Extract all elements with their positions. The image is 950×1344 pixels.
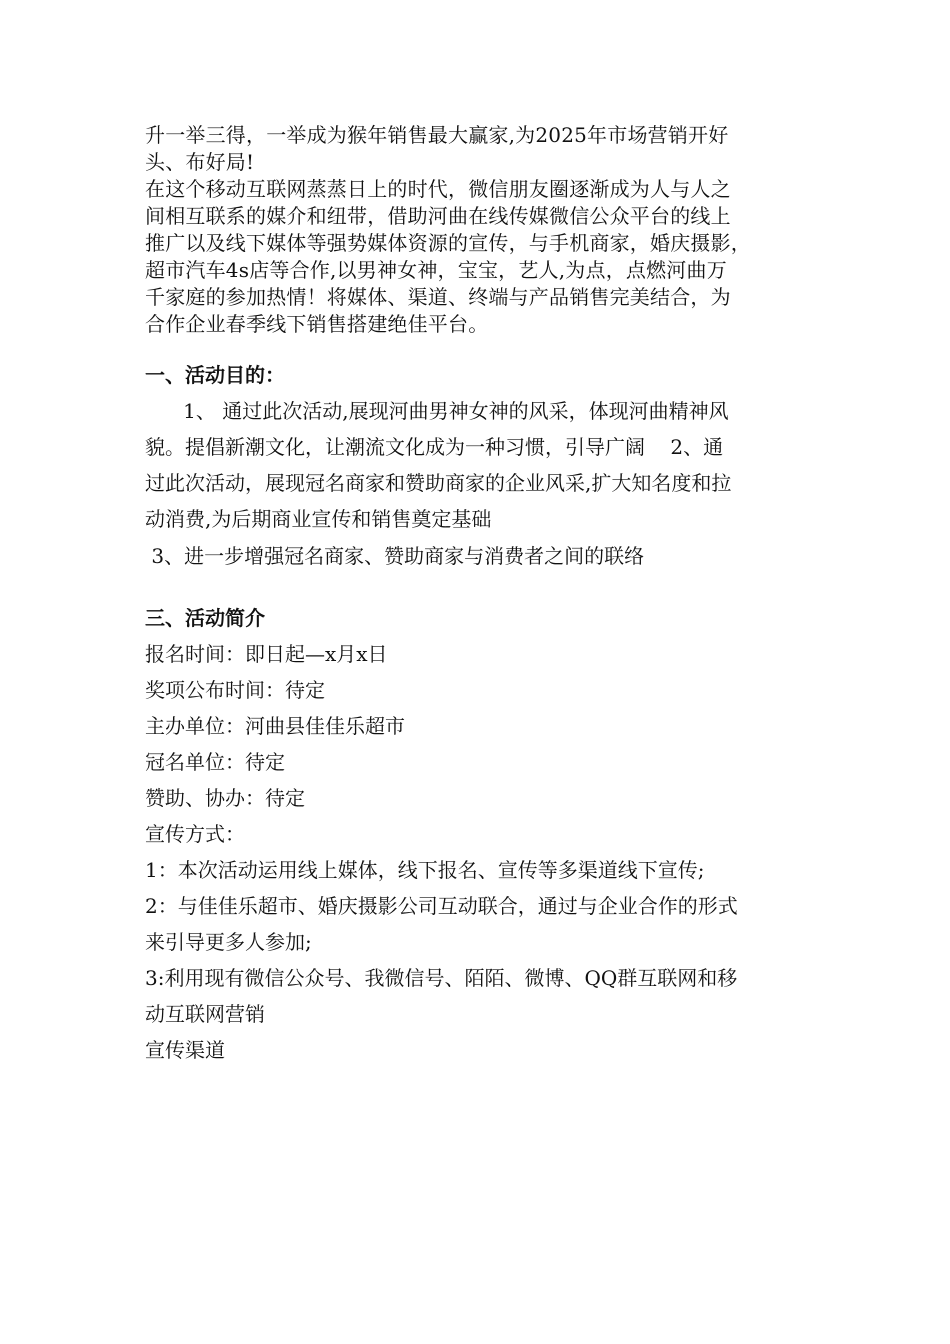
purpose-line: 3、进一步增强冠名商家、赞助商家与消费者之间的联络 — [145, 544, 645, 568]
intro-line: 头、布好局! — [145, 150, 255, 174]
intro-line: 合作企业春季线下销售搭建绝佳平台。 — [145, 312, 489, 336]
intro-item: 宣传渠道 — [145, 1038, 225, 1062]
intro-line: 升一举三得，一举成为猴年销售最大赢家,为2025年市场营销开好 — [145, 123, 729, 147]
intro-item: 宣传方式： — [145, 822, 245, 846]
intro-item: 冠名单位：待定 — [145, 750, 285, 774]
intro-item: 1：本次活动运用线上媒体，线下报名、宣传等多渠道线下宣传; — [145, 858, 705, 882]
intro-line: 推广以及线下媒体等强势媒体资源的宣传，与手机商家，婚庆摄影， — [145, 231, 751, 255]
intro-line: 间相互联系的媒介和纽带，借助河曲在线传媒微信公众平台的线上 — [145, 204, 731, 228]
intro-item: 赞助、协办：待定 — [145, 786, 305, 810]
intro-line: 超市汽车4s店等合作,以男神女神，宝宝，艺人,为点，点燃河曲万 — [145, 258, 727, 282]
intro-item: 动互联网营销 — [145, 1002, 265, 1026]
purpose-line: 过此次活动，展现冠名商家和赞助商家的企业风采,扩大知名度和拉 — [145, 471, 732, 495]
intro-item: 报名时间：即日起—x月x日 — [145, 642, 388, 666]
intro-item: 来引导更多人参加; — [145, 930, 312, 954]
intro-line: 在这个移动互联网蒸蒸日上的时代，微信朋友圈逐渐成为人与人之 — [145, 177, 731, 201]
intro-item: 奖项公布时间：待定 — [145, 678, 325, 702]
purpose-line: 动消费,为后期商业宣传和销售奠定基础 — [145, 507, 492, 531]
section-heading-purpose: 一、活动目的： — [145, 363, 285, 387]
purpose-line: 1、 通过此次活动,展现河曲男神女神的风采，体现河曲精神风 — [145, 399, 729, 423]
intro-item: 3:利用现有微信公众号、我微信号、陌陌、微博、QQ群互联网和移 — [145, 966, 738, 990]
intro-item: 主办单位：河曲县佳佳乐超市 — [145, 714, 405, 738]
purpose-line: 貌。提倡新潮文化，让潮流文化成为一种习惯，引导广阔 2、通 — [145, 435, 724, 459]
section-heading-intro: 三、活动简介 — [145, 606, 265, 630]
intro-item: 2：与佳佳乐超市、婚庆摄影公司互动联合，通过与企业合作的形式 — [145, 894, 738, 918]
intro-line: 千家庭的参加热情！将媒体、渠道、终端与产品销售完美结合，为 — [145, 285, 731, 309]
